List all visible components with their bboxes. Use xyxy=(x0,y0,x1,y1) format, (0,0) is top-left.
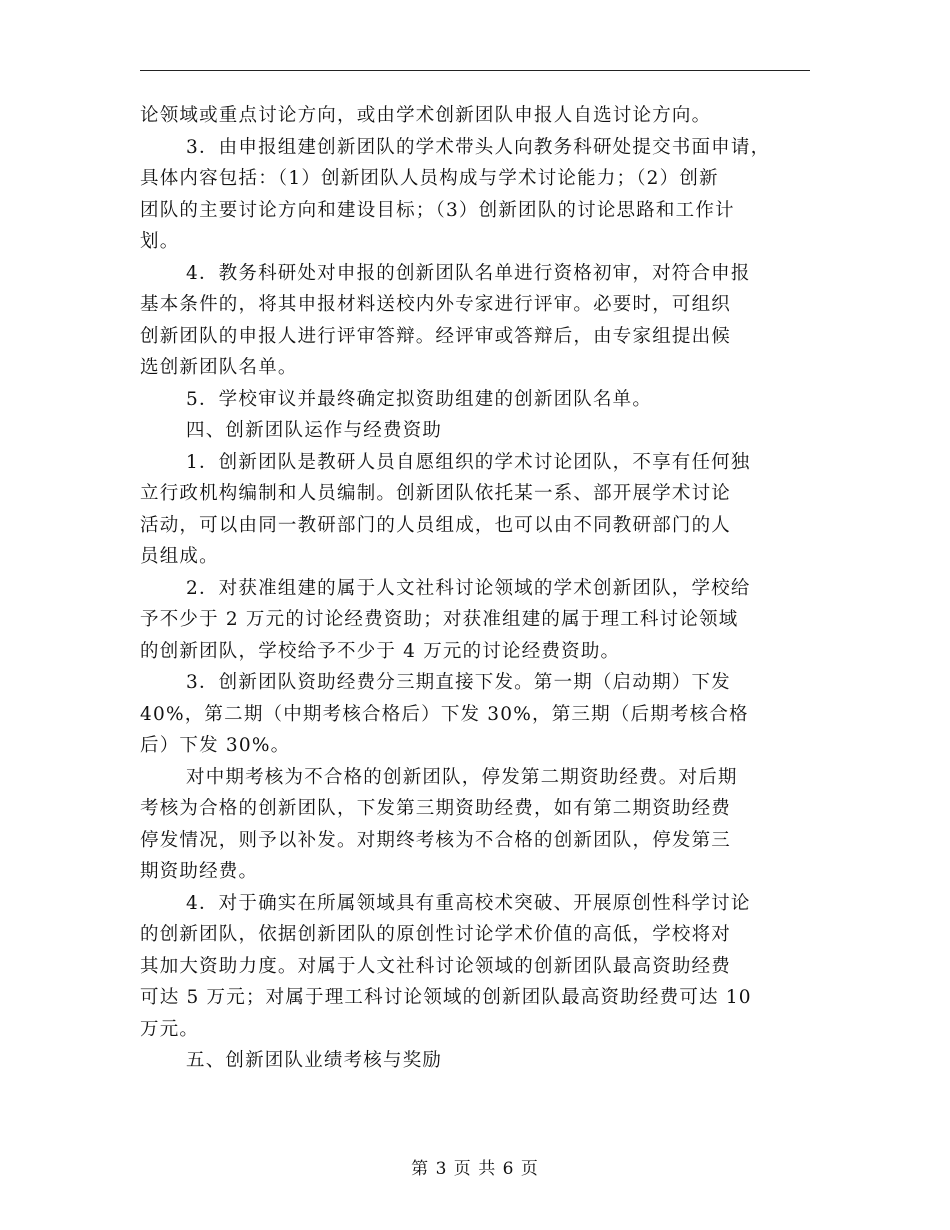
text-line: 期资助经费。 xyxy=(140,861,259,882)
paragraph xyxy=(140,447,810,573)
text-line: 可达 5 万元；对属于理工科讨论领域的创新团队最高资助经费可达 10 xyxy=(140,987,752,1008)
paragraph xyxy=(140,132,810,258)
text-line: 1．创新团队是教研人员自愿组织的学术讨论团队，不享有任何独 xyxy=(186,451,751,473)
text-line: 5．学校审议并最终确定拟资助组建的创新团队名单。 xyxy=(186,388,653,410)
text-line: 3．由申报组建创新团队的学术带头人向教务科研处提交书面申请， xyxy=(186,136,771,158)
text-line: 停发情况，则予以补发。对期终考核为不合格的创新团队，停发第三 xyxy=(140,829,732,851)
text-line: 万元。 xyxy=(140,1018,200,1040)
text-line: 后）下发 30%。 xyxy=(140,735,291,756)
page-footer: 第 3 页 共 6 页 xyxy=(411,1159,539,1179)
text-line: 五、创新团队业绩考核与奖励 xyxy=(186,1050,443,1071)
text-line: 具体内容包括：（1）创新团队人员构成与学术讨论能力；（2）创新 xyxy=(140,168,719,189)
paragraph xyxy=(140,667,810,762)
document-body xyxy=(140,100,810,1077)
text-line: 其加大资助力度。对属于人文社科讨论领域的创新团队最高资助经费 xyxy=(140,955,732,977)
text-line: 4．教务科研处对申报的创新团队名单进行资格初审，对符合申报 xyxy=(186,262,751,284)
text-line: 选创新团队名单。 xyxy=(140,357,298,378)
paragraph xyxy=(140,384,810,416)
paragraph xyxy=(140,1045,810,1077)
text-line: 2．对获准组建的属于人文社科讨论领域的学术创新团队，学校给 xyxy=(186,577,751,599)
text-line: 4．对于确实在所属领域具有重高校术突破、开展原创性科学讨论 xyxy=(186,892,751,914)
text-line: 论领域或重点讨论方向，或由学术创新团队申报人自选讨论方向。 xyxy=(140,105,712,126)
text-line: 基本条件的，将其申报材料送校内外专家进行评审。必要时，可组织 xyxy=(140,294,732,315)
text-line: 活动，可以由同一教研部门的人员组成，也可以由不同教研部门的人 xyxy=(140,514,732,536)
text-line: 考核为合格的创新团队，下发第三期资助经费，如有第二期资助经费 xyxy=(140,798,732,819)
paragraph xyxy=(140,573,810,668)
paragraph xyxy=(140,762,810,888)
text-line: 员组成。 xyxy=(140,546,219,567)
text-line: 3．创新团队资助经费分三期直接下发。第一期（启动期）下发 xyxy=(186,672,731,693)
text-line: 予不少于 2 万元的讨论经费资助；对获准组建的属于理工科讨论领域 xyxy=(140,609,739,630)
text-line: 创新团队的申报人进行评审答辩。经评审或答辩后，由专家组提出候 xyxy=(140,325,732,347)
paragraph xyxy=(140,258,810,384)
text-line: 团队的主要讨论方向和建设目标；（3）创新团队的讨论思路和工作计 xyxy=(140,199,735,221)
header-rule xyxy=(140,70,810,71)
paragraph xyxy=(140,415,810,447)
text-line: 划。 xyxy=(140,231,180,252)
text-line: 的创新团队，依据创新团队的原创性讨论学术价值的高低，学校将对 xyxy=(140,924,732,945)
text-line: 对中期考核为不合格的创新团队，停发第二期资助经费。对后期 xyxy=(186,766,738,788)
paragraph xyxy=(140,100,810,132)
paragraph xyxy=(140,888,810,1046)
text-line: 四、创新团队运作与经费资助 xyxy=(186,420,443,441)
text-line: 40%，第二期（中期考核合格后）下发 30%，第三期（后期考核合格 xyxy=(140,703,749,725)
text-line: 立行政机构编制和人员编制。创新团队依托某一系、部开展学术讨论 xyxy=(140,483,732,504)
text-line: 的创新团队，学校给予不少于 4 万元的讨论经费资助。 xyxy=(140,640,621,662)
